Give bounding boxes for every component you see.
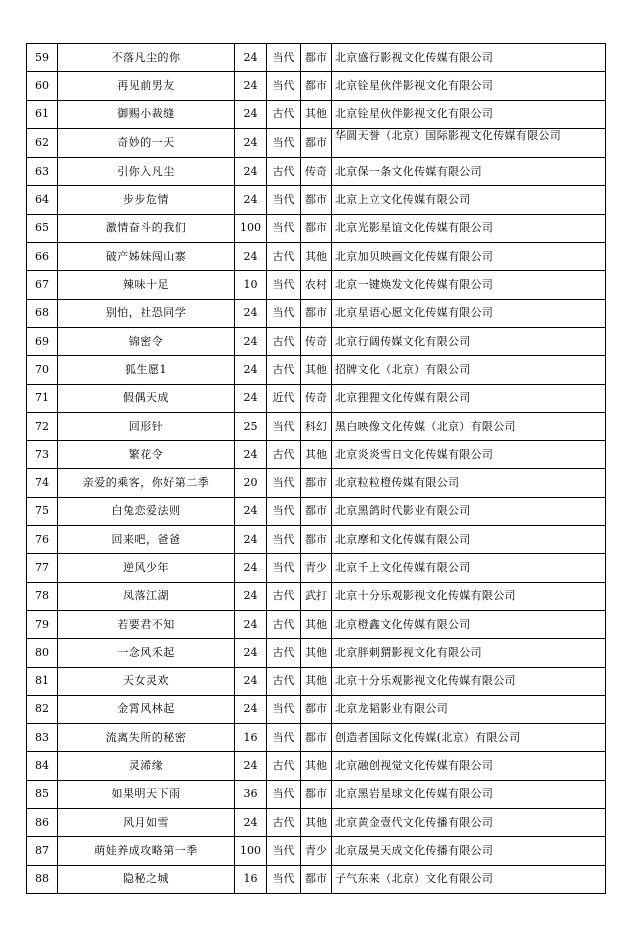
cell-company: 北京保一条文化传媒有限公司	[332, 158, 606, 186]
cell-era: 古代	[267, 639, 301, 667]
table-row	[27, 724, 606, 752]
cell-title: 破产姊妹闯山寨	[58, 243, 235, 271]
cell-genre: 武打	[301, 582, 332, 610]
cell-company: 北京一键焕发文化传媒有限公司	[332, 271, 606, 299]
cell-title: 再见前男友	[58, 72, 235, 100]
cell-episodes: 20	[235, 469, 267, 497]
table-row	[27, 384, 606, 412]
cell-episodes: 24	[235, 186, 267, 214]
cell-number: 65	[27, 214, 58, 242]
table-row	[27, 356, 606, 384]
cell-company: 北京上立文化传媒有限公司	[332, 186, 606, 214]
cell-number: 60	[27, 72, 58, 100]
cell-episodes: 24	[235, 158, 267, 186]
table-row	[27, 780, 606, 808]
cell-era: 当代	[267, 695, 301, 723]
cell-number: 71	[27, 384, 58, 412]
cell-title: 白兔恋爱法则	[58, 497, 235, 525]
cell-genre: 都市	[301, 865, 332, 893]
cell-title: 繁花令	[58, 441, 235, 469]
cell-company: 华圆天誉（北京）国际影视文化传媒有限公司	[332, 128, 606, 157]
cell-company: 北京十分乐观影视文化传媒有限公司	[332, 582, 606, 610]
cell-number: 70	[27, 356, 58, 384]
cell-episodes: 24	[235, 72, 267, 100]
cell-title: 辣味十足	[58, 271, 235, 299]
cell-number: 59	[27, 44, 58, 72]
cell-era: 古代	[267, 158, 301, 186]
cell-title: 回形针	[58, 412, 235, 440]
cell-genre: 传奇	[301, 158, 332, 186]
cell-genre: 都市	[301, 299, 332, 327]
table-row	[27, 327, 606, 355]
cell-company: 北京融创视觉文化传媒有限公司	[332, 752, 606, 780]
cell-title: 锦密令	[58, 327, 235, 355]
cell-era: 当代	[267, 837, 301, 865]
cell-episodes: 24	[235, 809, 267, 837]
cell-number: 79	[27, 610, 58, 638]
cell-era: 近代	[267, 384, 301, 412]
table-row	[27, 299, 606, 327]
table-row	[27, 469, 606, 497]
cell-company: 北京星语心愿文化传媒有限公司	[332, 299, 606, 327]
cell-company: 北京光影星谊文化传媒有限公司	[332, 214, 606, 242]
cell-episodes: 24	[235, 639, 267, 667]
cell-title: 如果明天下雨	[58, 780, 235, 808]
cell-era: 古代	[267, 441, 301, 469]
cell-genre: 青少	[301, 554, 332, 582]
cell-company: 北京加贝映画文化传媒有限公司	[332, 243, 606, 271]
cell-genre: 都市	[301, 186, 332, 214]
cell-genre: 都市	[301, 780, 332, 808]
cell-episodes: 24	[235, 327, 267, 355]
cell-company: 北京晟昊天成文化传播有限公司	[332, 837, 606, 865]
cell-episodes: 24	[235, 695, 267, 723]
table-row	[27, 582, 606, 610]
cell-genre: 其他	[301, 809, 332, 837]
cell-episodes: 24	[235, 44, 267, 72]
cell-number: 64	[27, 186, 58, 214]
table-row	[27, 639, 606, 667]
cell-era: 古代	[267, 809, 301, 837]
cell-episodes: 24	[235, 128, 267, 157]
table-row	[27, 526, 606, 554]
cell-genre: 其他	[301, 243, 332, 271]
cell-title: 引你入凡尘	[58, 158, 235, 186]
cell-era: 当代	[267, 497, 301, 525]
table-row	[27, 695, 606, 723]
cell-era: 当代	[267, 128, 301, 157]
cell-number: 87	[27, 837, 58, 865]
table-row	[27, 554, 606, 582]
cell-era: 当代	[267, 554, 301, 582]
table-row	[27, 271, 606, 299]
table-row	[27, 667, 606, 695]
cell-genre: 都市	[301, 72, 332, 100]
table-row	[27, 243, 606, 271]
cell-number: 69	[27, 327, 58, 355]
cell-title: 隐秘之城	[58, 865, 235, 893]
cell-company: 北京狸狸文化传媒有限公司	[332, 384, 606, 412]
cell-number: 62	[27, 128, 58, 157]
cell-number: 75	[27, 497, 58, 525]
cell-era: 当代	[267, 526, 301, 554]
cell-title: 不落凡尘的你	[58, 44, 235, 72]
cell-era: 当代	[267, 412, 301, 440]
cell-title: 亲爱的乘客，你好第二季	[58, 469, 235, 497]
cell-company: 创造者国际文化传媒(北京）有限公司	[332, 724, 606, 752]
cell-title: 凤落江湖	[58, 582, 235, 610]
cell-company: 子气东来（北京）文化有限公司	[332, 865, 606, 893]
cell-episodes: 24	[235, 610, 267, 638]
cell-era: 古代	[267, 752, 301, 780]
cell-number: 76	[27, 526, 58, 554]
table-body	[27, 44, 606, 894]
cell-title: 天女灵欢	[58, 667, 235, 695]
table-row	[27, 809, 606, 837]
cell-episodes: 24	[235, 441, 267, 469]
cell-genre: 其他	[301, 639, 332, 667]
cell-episodes: 24	[235, 667, 267, 695]
cell-episodes: 16	[235, 724, 267, 752]
cell-number: 80	[27, 639, 58, 667]
cell-number: 74	[27, 469, 58, 497]
cell-title: 步步危情	[58, 186, 235, 214]
cell-number: 68	[27, 299, 58, 327]
table-row	[27, 412, 606, 440]
cell-company: 北京铨星伙伴影视文化有限公司	[332, 100, 606, 128]
cell-company: 北京千上文化传媒有限公司	[332, 554, 606, 582]
cell-company: 北京黄金壹代文化传播有限公司	[332, 809, 606, 837]
cell-title: 狐生愿1	[58, 356, 235, 384]
cell-era: 古代	[267, 243, 301, 271]
cell-genre: 都市	[301, 214, 332, 242]
cell-episodes: 100	[235, 837, 267, 865]
cell-episodes: 24	[235, 100, 267, 128]
cell-number: 61	[27, 100, 58, 128]
cell-genre: 其他	[301, 667, 332, 695]
cell-era: 当代	[267, 299, 301, 327]
cell-episodes: 24	[235, 299, 267, 327]
cell-genre: 都市	[301, 469, 332, 497]
table-row	[27, 497, 606, 525]
cell-title: 激情奋斗的我们	[58, 214, 235, 242]
table-row	[27, 72, 606, 100]
cell-genre: 其他	[301, 441, 332, 469]
cell-company: 招牌文化（北京）有限公司	[332, 356, 606, 384]
cell-era: 当代	[267, 44, 301, 72]
cell-number: 88	[27, 865, 58, 893]
cell-episodes: 16	[235, 865, 267, 893]
cell-number: 77	[27, 554, 58, 582]
cell-company: 北京铨星伙伴影视文化有限公司	[332, 72, 606, 100]
table-row	[27, 441, 606, 469]
cell-number: 66	[27, 243, 58, 271]
cell-number: 78	[27, 582, 58, 610]
cell-episodes: 24	[235, 752, 267, 780]
cell-genre: 其他	[301, 610, 332, 638]
cell-company: 北京龙韬影业有限公司	[332, 695, 606, 723]
cell-company: 北京粒粒橙传媒有限公司	[332, 469, 606, 497]
cell-era: 当代	[267, 469, 301, 497]
cell-genre: 农村	[301, 271, 332, 299]
cell-episodes: 24	[235, 497, 267, 525]
cell-title: 御赐小裁缝	[58, 100, 235, 128]
cell-era: 当代	[267, 214, 301, 242]
cell-title: 金霄风林起	[58, 695, 235, 723]
cell-title: 若要君不知	[58, 610, 235, 638]
cell-genre: 都市	[301, 44, 332, 72]
cell-company: 北京黑鸽时代影业有限公司	[332, 497, 606, 525]
cell-number: 72	[27, 412, 58, 440]
cell-title: 别怕，社恐同学	[58, 299, 235, 327]
cell-company: 黑白映像文化传媒（北京）有限公司	[332, 412, 606, 440]
cell-genre: 都市	[301, 724, 332, 752]
registration-table	[26, 43, 606, 894]
cell-company: 北京十分乐观影视文化传媒有限公司	[332, 667, 606, 695]
cell-title: 假偶天成	[58, 384, 235, 412]
cell-episodes: 24	[235, 243, 267, 271]
cell-number: 86	[27, 809, 58, 837]
cell-title: 回来吧，爸爸	[58, 526, 235, 554]
cell-number: 84	[27, 752, 58, 780]
table-row	[27, 610, 606, 638]
cell-era: 当代	[267, 186, 301, 214]
cell-genre: 其他	[301, 752, 332, 780]
table-row	[27, 128, 606, 157]
cell-episodes: 25	[235, 412, 267, 440]
cell-number: 82	[27, 695, 58, 723]
cell-episodes: 24	[235, 526, 267, 554]
cell-era: 当代	[267, 780, 301, 808]
cell-era: 古代	[267, 356, 301, 384]
cell-genre: 都市	[301, 526, 332, 554]
cell-era: 古代	[267, 327, 301, 355]
cell-title: 萌娃养成攻略第一季	[58, 837, 235, 865]
cell-genre: 传奇	[301, 327, 332, 355]
table-row	[27, 865, 606, 893]
cell-company: 北京炎炎雪日文化传媒有限公司	[332, 441, 606, 469]
table-row	[27, 158, 606, 186]
cell-title: 一念风禾起	[58, 639, 235, 667]
cell-title: 奇妙的一天	[58, 128, 235, 157]
cell-era: 当代	[267, 865, 301, 893]
table-row	[27, 214, 606, 242]
table-row	[27, 752, 606, 780]
cell-number: 81	[27, 667, 58, 695]
cell-genre: 青少	[301, 837, 332, 865]
cell-company: 北京摩和文化传媒有限公司	[332, 526, 606, 554]
cell-company: 北京盛行影视文化传媒有限公司	[332, 44, 606, 72]
cell-episodes: 24	[235, 582, 267, 610]
cell-number: 67	[27, 271, 58, 299]
cell-era: 当代	[267, 724, 301, 752]
cell-genre: 科幻	[301, 412, 332, 440]
cell-episodes: 24	[235, 554, 267, 582]
cell-episodes: 10	[235, 271, 267, 299]
cell-company: 北京胖刺猬影视文化有限公司	[332, 639, 606, 667]
cell-era: 古代	[267, 582, 301, 610]
table-row	[27, 44, 606, 72]
cell-company: 北京橙鑫文化传媒有限公司	[332, 610, 606, 638]
table-row	[27, 837, 606, 865]
cell-genre: 其他	[301, 100, 332, 128]
table-row	[27, 100, 606, 128]
cell-era: 古代	[267, 100, 301, 128]
cell-company: 北京黑岩星球文化传媒有限公司	[332, 780, 606, 808]
cell-number: 85	[27, 780, 58, 808]
cell-title: 逆风少年	[58, 554, 235, 582]
cell-era: 当代	[267, 72, 301, 100]
cell-episodes: 24	[235, 356, 267, 384]
cell-episodes: 36	[235, 780, 267, 808]
cell-genre: 其他	[301, 356, 332, 384]
cell-episodes: 24	[235, 384, 267, 412]
cell-genre: 都市	[301, 497, 332, 525]
cell-era: 古代	[267, 610, 301, 638]
cell-era: 当代	[267, 271, 301, 299]
cell-era: 古代	[267, 667, 301, 695]
table-row	[27, 186, 606, 214]
cell-genre: 都市	[301, 128, 332, 157]
cell-company: 北京行阔传媒文化有限公司	[332, 327, 606, 355]
cell-number: 73	[27, 441, 58, 469]
cell-title: 灵浠缘	[58, 752, 235, 780]
cell-number: 83	[27, 724, 58, 752]
cell-episodes: 100	[235, 214, 267, 242]
cell-genre: 传奇	[301, 384, 332, 412]
cell-title: 流离失所的秘密	[58, 724, 235, 752]
cell-title: 风月如雪	[58, 809, 235, 837]
cell-genre: 都市	[301, 695, 332, 723]
cell-number: 63	[27, 158, 58, 186]
